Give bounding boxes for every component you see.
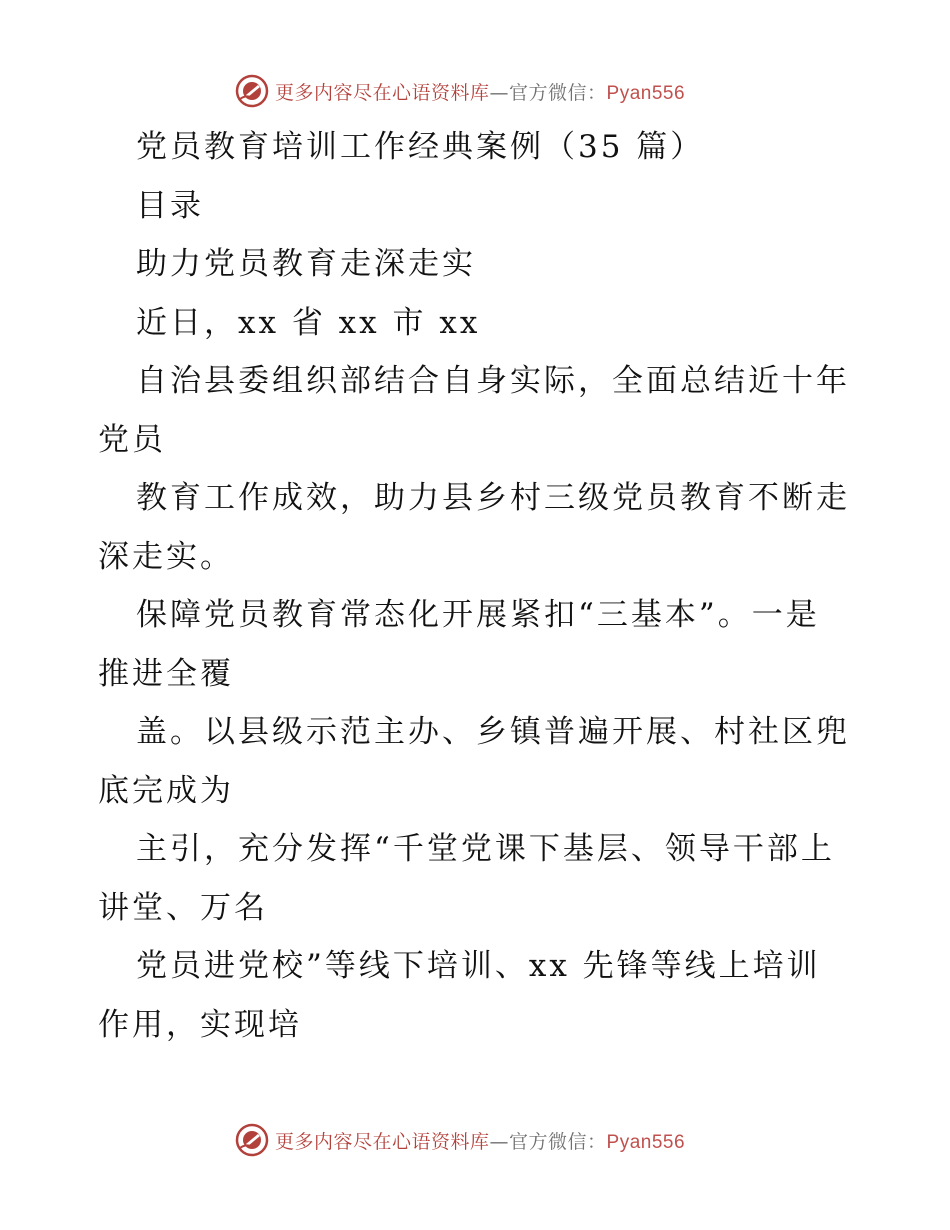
text-line: 自治县委组织部结合自身实际，全面总结近十年 [136, 363, 850, 399]
text-line: 作用，实现培 [98, 1006, 302, 1043]
watermark-wechat-id: Pyan556 [606, 1131, 686, 1153]
text-line: 深走实。 [98, 538, 234, 575]
header-watermark [235, 73, 715, 109]
text-line: 推进全覆 [98, 655, 234, 692]
seal-logo-icon [235, 1123, 269, 1157]
watermark-official-label: 官方微信： [509, 1130, 607, 1153]
watermark-official-label: 官方微信： [509, 81, 607, 104]
watermark-wechat-id: Pyan556 [606, 82, 686, 104]
watermark-dash: — [489, 1130, 510, 1153]
text-line: 党员 [98, 421, 166, 458]
watermark-text [275, 78, 685, 105]
text-line: 底完成为 [98, 772, 234, 809]
watermark-text [275, 1127, 685, 1154]
text-line: 党员教育培训工作经典案例（35 篇） [136, 129, 705, 165]
watermark-main: 更多内容尽在心语资料库 [275, 1130, 490, 1153]
footer-watermark [235, 1122, 715, 1158]
watermark-dash: — [489, 81, 510, 104]
text-line: 近日，xx 省 xx 市 xx [136, 304, 481, 341]
text-line: 助力党员教育走深走实 [136, 246, 476, 282]
text-line: 讲堂、万名 [98, 889, 268, 926]
seal-logo-icon [235, 74, 269, 108]
document-body [98, 118, 858, 1054]
text-line: 保障党员教育常态化开展紧扣“三基本”。一是 [136, 597, 820, 633]
text-line: 教育工作成效，助力县乡村三级党员教育不断走 [136, 480, 850, 516]
text-line: 主引，充分发挥“千堂党课下基层、领导干部上 [136, 831, 835, 867]
text-line: 盖。以县级示范主办、乡镇普遍开展、村社区兜 [136, 714, 850, 750]
watermark-main: 更多内容尽在心语资料库 [275, 81, 490, 104]
text-line: 目录 [136, 187, 204, 224]
text-line: 党员进党校”等线下培训、xx 先锋等线上培训 [136, 948, 821, 984]
